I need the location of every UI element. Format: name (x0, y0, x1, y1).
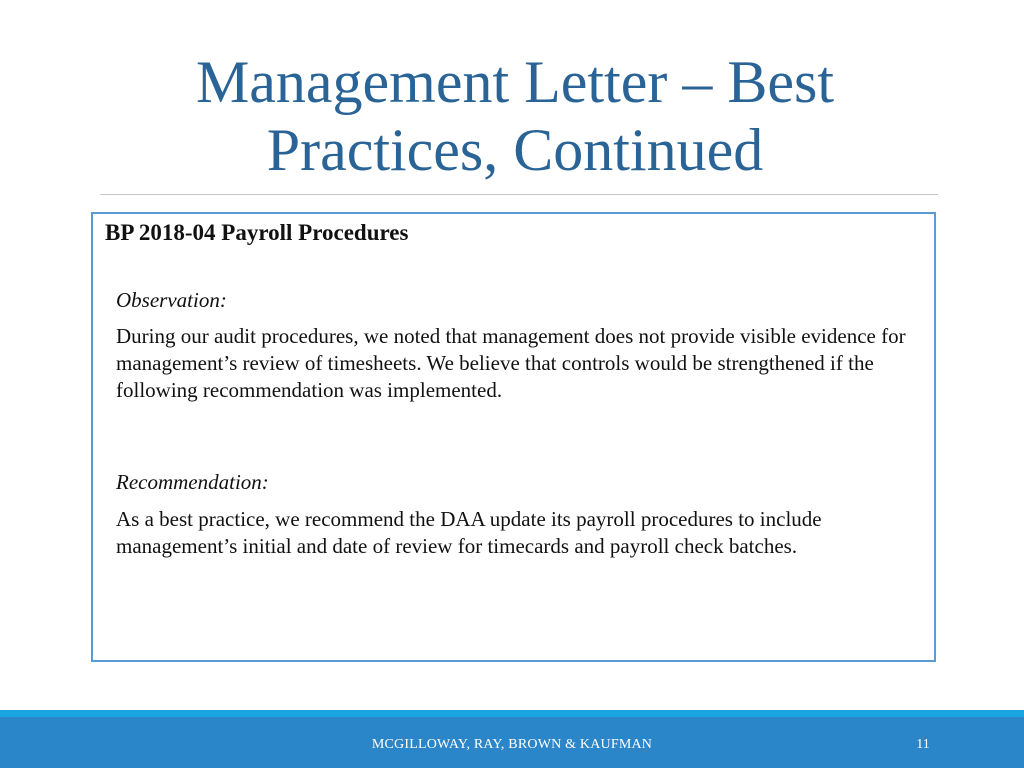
title-divider (100, 194, 938, 195)
observation-text: During our audit procedures, we noted that management does not provide visible evidence for management’s review of timesheets. We believe that controls would be strengthened if the following recommendation was implemented. (116, 324, 906, 402)
section-heading: BP 2018-04 Payroll Procedures (105, 220, 409, 245)
footer-firm-name: MCGILLOWAY, RAY, BROWN & KAUFMAN (371, 737, 653, 752)
content-box (91, 212, 936, 662)
footer-accent-stripe (0, 710, 1024, 717)
page-number: 11 (916, 737, 930, 752)
slide-title-line-2: Practices, Continued (266, 117, 764, 183)
slide-title-line-1: Management Letter – Best (195, 49, 835, 115)
slide-title (100, 48, 930, 184)
observation-label: Observation: (116, 288, 227, 312)
recommendation-label: Recommendation: (116, 470, 269, 494)
recommendation-text: As a best practice, we recommend the DAA update its payroll procedures to include management’s initial and date of review for timecards and payroll check batches. (116, 507, 822, 558)
